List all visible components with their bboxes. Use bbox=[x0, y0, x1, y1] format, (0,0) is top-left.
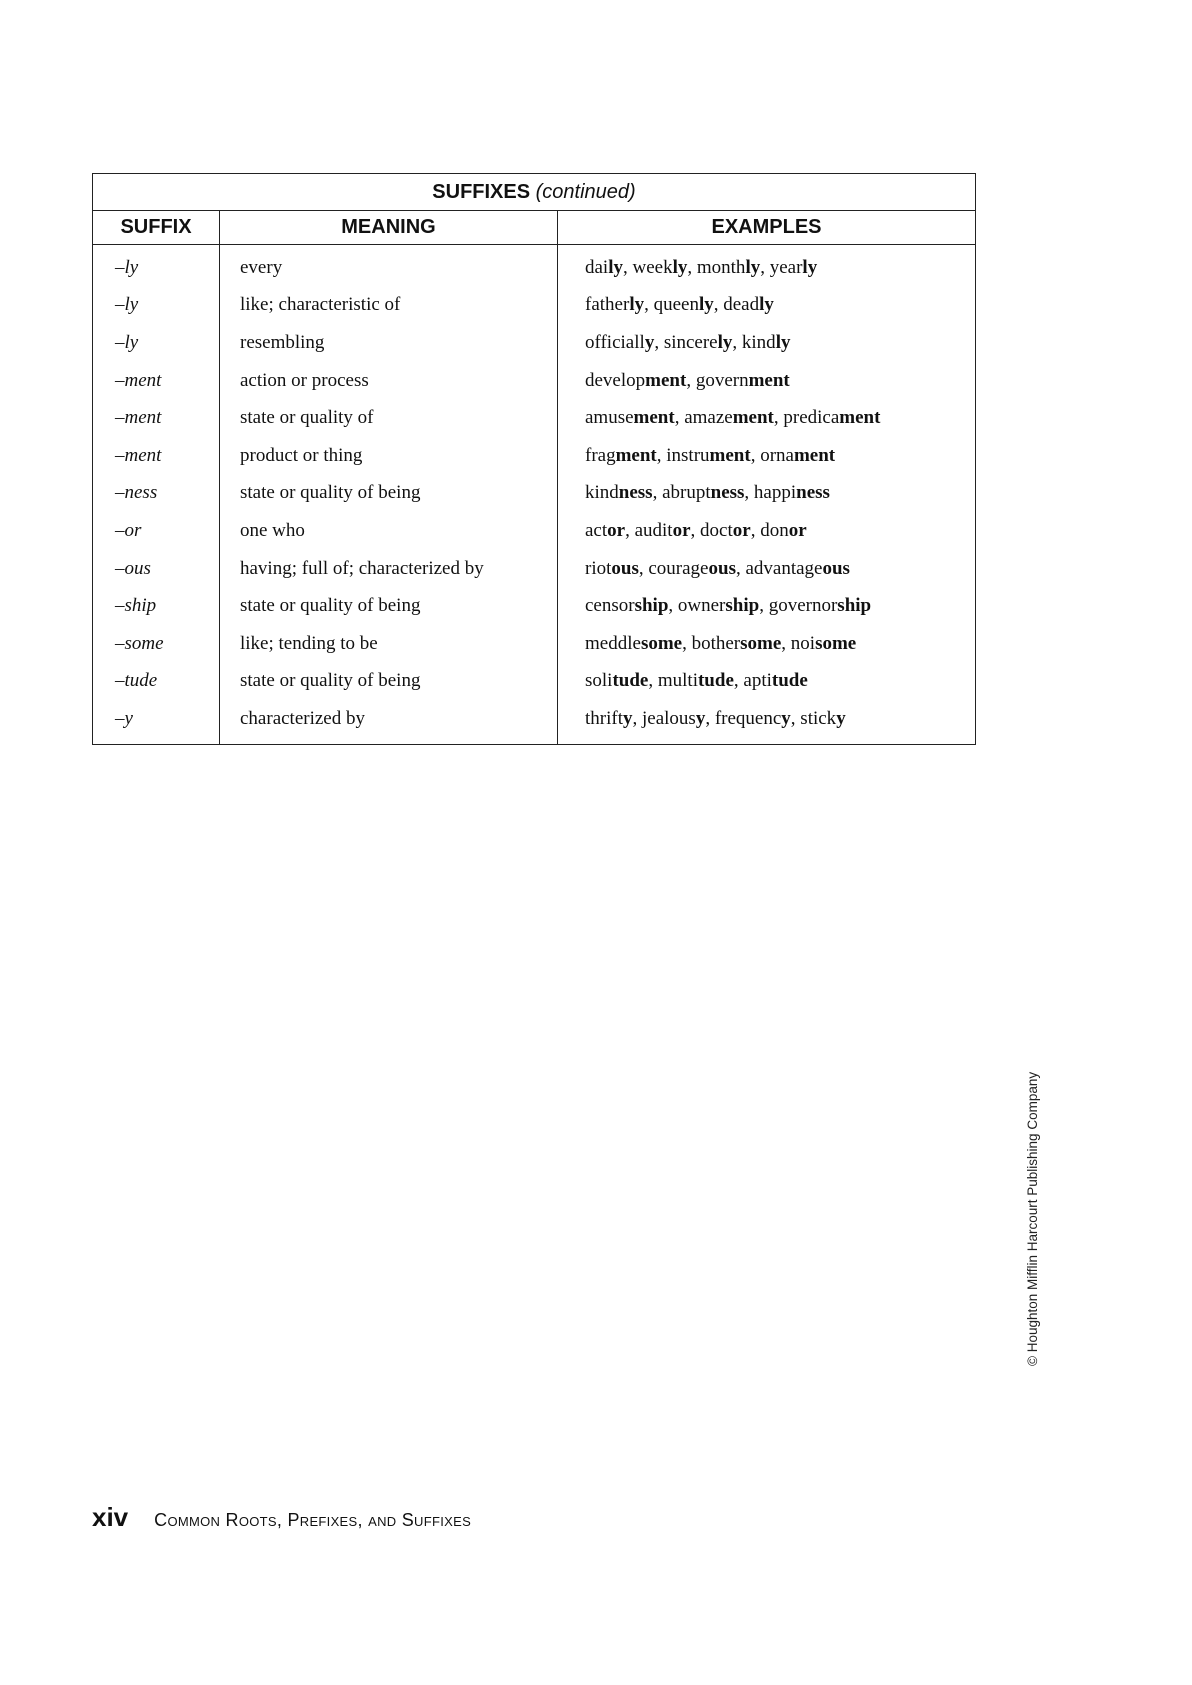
example-suffix-bold: y bbox=[644, 331, 655, 353]
example-text: dai bbox=[585, 256, 609, 278]
meaning-cell: like; characteristic of bbox=[220, 287, 558, 325]
table-title bbox=[93, 174, 976, 211]
table-row bbox=[93, 287, 976, 325]
example-text: kind bbox=[585, 482, 619, 504]
examples-cell bbox=[558, 399, 976, 437]
example-text: , abrupt bbox=[652, 482, 711, 504]
suffix-cell: –or bbox=[115, 519, 142, 541]
table-title-row bbox=[93, 174, 976, 211]
table-row bbox=[93, 512, 976, 550]
example-text: , advantage bbox=[735, 557, 823, 579]
suffix-cell: –ly bbox=[115, 256, 139, 278]
suffix-cell: –ous bbox=[115, 557, 151, 579]
example-text: , bother bbox=[682, 632, 741, 654]
meaning-cell: product or thing bbox=[220, 437, 558, 475]
example-text: , apti bbox=[733, 670, 772, 692]
column-header-examples: EXAMPLES bbox=[558, 211, 976, 245]
suffix-cell: –ment bbox=[115, 369, 162, 391]
example-suffix-bold: ly bbox=[745, 256, 761, 278]
example-suffix-bold: ly bbox=[672, 256, 688, 278]
table-title-main: SUFFIXES bbox=[432, 180, 531, 203]
table-row bbox=[93, 663, 976, 701]
example-text: amuse bbox=[585, 407, 634, 429]
examples-cell bbox=[558, 475, 976, 513]
suffixes-table bbox=[92, 173, 976, 745]
example-suffix-bold: ous bbox=[708, 557, 736, 579]
example-text: , instru bbox=[656, 444, 710, 466]
example-text: censor bbox=[585, 595, 635, 617]
example-text: , multi bbox=[648, 670, 698, 692]
examples-cell bbox=[558, 663, 976, 701]
example-suffix-bold: some bbox=[640, 632, 683, 654]
example-text: , govern bbox=[686, 369, 749, 391]
example-text: , queen bbox=[644, 294, 699, 316]
example-suffix-bold: some bbox=[740, 632, 782, 654]
example-suffix-bold: ship bbox=[634, 595, 669, 617]
suffix-cell: –some bbox=[115, 632, 164, 654]
suffix-cell: –ship bbox=[115, 595, 157, 617]
column-header-meaning: MEANING bbox=[220, 211, 558, 245]
suffix-cell: –ness bbox=[115, 482, 158, 504]
example-suffix-bold: ness bbox=[710, 482, 745, 504]
meaning-cell: like; tending to be bbox=[220, 625, 558, 663]
examples-cell bbox=[558, 324, 976, 362]
table-title-sub: (continued) bbox=[535, 180, 636, 203]
example-suffix-bold: ly bbox=[629, 294, 645, 316]
example-suffix-bold: ship bbox=[837, 595, 872, 617]
suffix-cell: –ment bbox=[115, 407, 162, 429]
example-suffix-bold: y bbox=[781, 707, 791, 729]
example-suffix-bold: tude bbox=[771, 670, 808, 692]
example-suffix-bold: ly bbox=[698, 294, 714, 316]
table-body bbox=[93, 245, 976, 745]
table-row bbox=[93, 437, 976, 475]
example-suffix-bold: ship bbox=[725, 595, 760, 617]
example-text: frag bbox=[585, 444, 616, 466]
example-suffix-bold: or bbox=[672, 519, 691, 541]
running-head: Common Roots, Prefixes, and Suffixes bbox=[154, 1510, 472, 1530]
example-suffix-bold: or bbox=[732, 519, 751, 541]
example-suffix-bold: tude bbox=[697, 670, 734, 692]
meaning-cell: characterized by bbox=[220, 700, 558, 744]
example-suffix-bold: or bbox=[607, 519, 626, 541]
example-suffix-bold: ness bbox=[618, 482, 653, 504]
suffix-cell: –ly bbox=[115, 294, 139, 316]
suffix-cell: –ment bbox=[115, 444, 162, 466]
example-suffix-bold: tude bbox=[612, 670, 649, 692]
table-row bbox=[93, 475, 976, 513]
example-suffix-bold: ment bbox=[748, 369, 790, 391]
example-suffix-bold: y bbox=[695, 707, 706, 729]
suffix-cell: –ly bbox=[115, 331, 139, 353]
example-text: , orna bbox=[750, 444, 794, 466]
meaning-cell: resembling bbox=[220, 324, 558, 362]
examples-cell bbox=[558, 245, 976, 287]
examples-cell bbox=[558, 287, 976, 325]
example-text: , frequenc bbox=[705, 707, 782, 729]
example-text: , courage bbox=[638, 557, 709, 579]
suffix-cell: –tude bbox=[115, 670, 158, 692]
table-row bbox=[93, 245, 976, 287]
column-header-suffix: SUFFIX bbox=[93, 211, 220, 245]
meaning-cell: every bbox=[220, 245, 558, 287]
table-header-row bbox=[93, 211, 976, 245]
example-text: , governor bbox=[759, 595, 838, 617]
examples-cell bbox=[558, 512, 976, 550]
example-suffix-bold: ly bbox=[775, 331, 791, 353]
table-row bbox=[93, 625, 976, 663]
table-row bbox=[93, 324, 976, 362]
meaning-cell: having; full of; characterized by bbox=[220, 550, 558, 588]
example-text: , sincere bbox=[654, 331, 718, 353]
example-text: , dead bbox=[713, 294, 760, 316]
copyright-notice: © Houghton Mifflin Harcourt Publishing Company bbox=[1025, 1071, 1040, 1366]
example-text: , happi bbox=[744, 482, 797, 504]
example-text: , jealous bbox=[632, 707, 696, 729]
example-suffix-bold: y bbox=[623, 707, 633, 729]
example-text: , year bbox=[760, 256, 803, 278]
example-suffix-bold: ment bbox=[633, 407, 675, 429]
table-row bbox=[93, 700, 976, 744]
examples-cell bbox=[558, 362, 976, 400]
example-suffix-bold: ment bbox=[615, 444, 657, 466]
example-suffix-bold: ly bbox=[717, 331, 733, 353]
examples-cell bbox=[558, 700, 976, 744]
example-suffix-bold: ment bbox=[709, 444, 751, 466]
example-suffix-bold: ment bbox=[732, 407, 774, 429]
example-suffix-bold: or bbox=[788, 519, 807, 541]
meaning-cell: one who bbox=[220, 512, 558, 550]
example-text: , amaze bbox=[674, 407, 733, 429]
page-footer bbox=[92, 1502, 471, 1533]
example-text: act bbox=[585, 519, 608, 541]
example-text: develop bbox=[585, 369, 646, 391]
suffix-cell: –y bbox=[115, 707, 133, 729]
example-suffix-bold: ous bbox=[611, 557, 639, 579]
example-text: , doct bbox=[690, 519, 733, 541]
example-text: , stick bbox=[790, 707, 837, 729]
meaning-cell: state or quality of being bbox=[220, 663, 558, 701]
table-row bbox=[93, 550, 976, 588]
meaning-cell: state or quality of being bbox=[220, 587, 558, 625]
example-text: , kind bbox=[732, 331, 776, 353]
example-suffix-bold: ment bbox=[645, 369, 687, 391]
examples-cell bbox=[558, 625, 976, 663]
example-text: soli bbox=[585, 670, 613, 692]
example-text: , predica bbox=[773, 407, 840, 429]
example-text: thrift bbox=[585, 707, 623, 729]
example-suffix-bold: ness bbox=[796, 482, 830, 504]
example-text: , noi bbox=[781, 632, 816, 654]
page-number: xiv bbox=[92, 1502, 129, 1532]
example-suffix-bold: ly bbox=[608, 256, 623, 278]
example-text: riot bbox=[585, 557, 612, 579]
example-suffix-bold: ly bbox=[802, 256, 818, 278]
example-text: officia bbox=[585, 331, 635, 353]
example-text: , owner bbox=[668, 595, 726, 617]
example-text: , month bbox=[687, 256, 746, 278]
example-suffix-bold: ly bbox=[759, 294, 774, 316]
table-row bbox=[93, 587, 976, 625]
example-text: ll bbox=[634, 331, 645, 353]
example-text: father bbox=[585, 294, 630, 316]
table-row bbox=[93, 399, 976, 437]
meaning-cell: state or quality of bbox=[220, 399, 558, 437]
example-suffix-bold: ous bbox=[822, 557, 850, 579]
examples-cell bbox=[558, 587, 976, 625]
meaning-cell: state or quality of being bbox=[220, 475, 558, 513]
example-suffix-bold: ment bbox=[839, 407, 881, 429]
examples-cell bbox=[558, 550, 976, 588]
example-text: , don bbox=[750, 519, 789, 541]
example-text: , audit bbox=[625, 519, 673, 541]
meaning-cell: action or process bbox=[220, 362, 558, 400]
example-suffix-bold: y bbox=[836, 707, 846, 729]
table-row bbox=[93, 362, 976, 400]
examples-cell bbox=[558, 437, 976, 475]
example-text: , week bbox=[623, 256, 673, 278]
example-suffix-bold: some bbox=[815, 632, 857, 654]
example-suffix-bold: ment bbox=[793, 444, 836, 466]
example-text: meddle bbox=[585, 632, 641, 654]
